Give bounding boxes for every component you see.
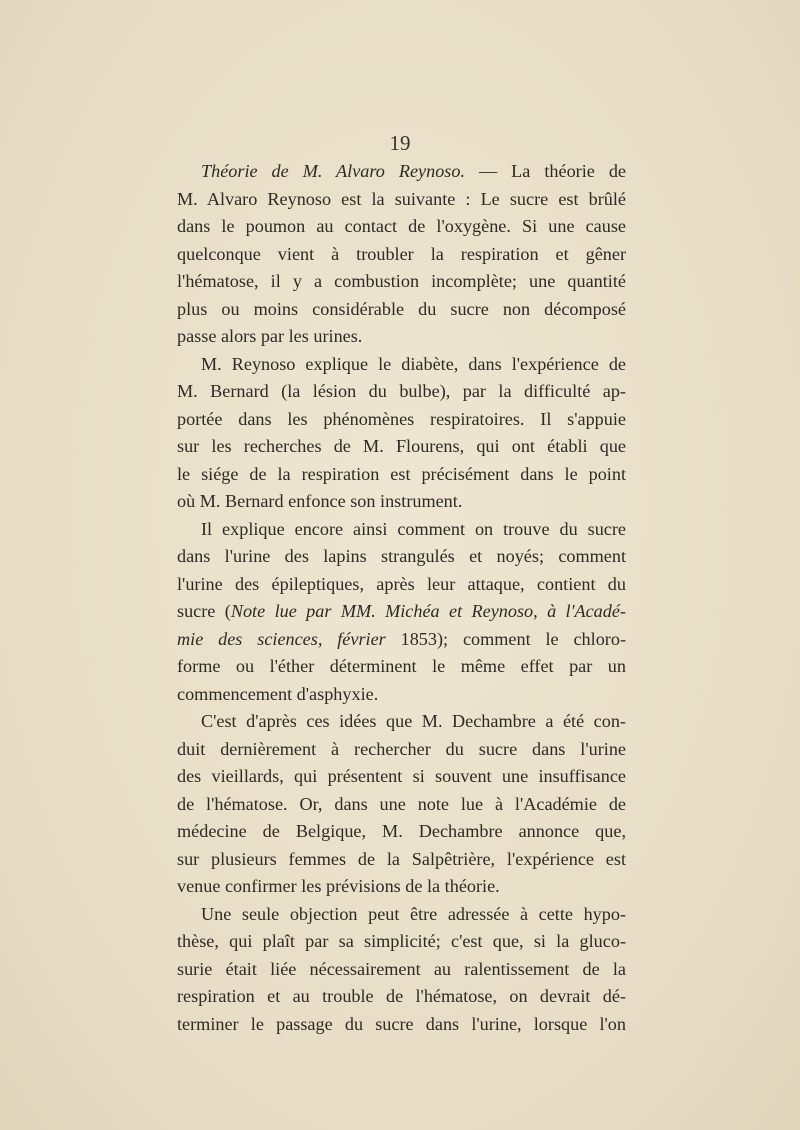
text-segment: le siége de la respiration est précisément dans le point bbox=[177, 463, 626, 484]
text-line bbox=[177, 956, 626, 984]
text-line bbox=[177, 791, 626, 819]
text-segment: plus ou moins considérable du sucre non décomposé bbox=[177, 298, 626, 319]
text-segment: M. Reynoso explique le diabète, dans l'expérience de bbox=[201, 353, 626, 374]
text-line bbox=[177, 351, 626, 379]
text-line bbox=[177, 186, 626, 214]
text-line bbox=[177, 323, 626, 351]
text-line bbox=[177, 516, 626, 544]
text-segment: venue confirmer les prévisions de la théorie. bbox=[177, 876, 500, 896]
text-line bbox=[177, 901, 626, 929]
text-segment: M. Bernard (la lésion du bulbe), par la difficulté ap- bbox=[177, 381, 626, 401]
text-line bbox=[177, 708, 626, 736]
text-segment: l'hématose, il y a combustion incomplète; une quantité bbox=[177, 271, 626, 291]
italic-text: Théorie de M. Alvaro Reynoso. bbox=[201, 161, 466, 181]
text-segment: sur les recherches de M. Flourens, qui ont établi que bbox=[177, 436, 626, 456]
text-line bbox=[177, 983, 626, 1011]
text-line bbox=[177, 433, 626, 461]
text-segment: C'est d'après ces idées que M. Dechambre a été con- bbox=[201, 711, 626, 731]
text-segment: dans le poumon au contact de l'oxygène. Si une cause bbox=[177, 216, 626, 236]
text-segment: surie était liée nécessairement au ralentissement de la bbox=[177, 958, 626, 979]
text-line bbox=[177, 1011, 626, 1039]
text-line bbox=[177, 268, 626, 296]
text-line bbox=[177, 241, 626, 269]
body-text bbox=[177, 158, 626, 1038]
text-segment: où M. Bernard enfonce son instrument. bbox=[177, 491, 463, 511]
text-line bbox=[177, 873, 626, 901]
text-segment: thèse, qui plaît par sa simplicité; c'est que, si la gluco- bbox=[177, 931, 626, 951]
italic-text: Note lue par MM. Michéa et Reynoso, à l'Acadé- bbox=[230, 601, 626, 621]
text-segment: M. Alvaro Reynoso est la suivante : Le sucre est brûlé bbox=[177, 188, 626, 209]
text-line bbox=[177, 543, 626, 571]
text-segment: passe alors par les urines. bbox=[177, 326, 363, 346]
text-segment: l'urine des épileptiques, après leur attaque, contient du bbox=[177, 573, 626, 594]
text-segment: de l'hématose. Or, dans une note lue à l'Académie de bbox=[177, 793, 626, 814]
text-segment: sur plusieurs femmes de la Salpêtrière, l'expérience est bbox=[177, 848, 626, 869]
text-line bbox=[177, 846, 626, 874]
text-line bbox=[177, 296, 626, 324]
text-segment: Il explique encore ainsi comment on trouve du sucre bbox=[201, 518, 626, 539]
text-line bbox=[177, 488, 626, 516]
text-line bbox=[177, 681, 626, 709]
text-line bbox=[177, 378, 626, 406]
text-segment: portée dans les phénomènes respiratoires. Il s'appuie bbox=[177, 408, 626, 429]
text-segment: sucre ( bbox=[177, 601, 231, 621]
text-line bbox=[177, 213, 626, 241]
text-segment: quelconque vient à troubler la respiration et gêner bbox=[177, 243, 626, 264]
text-line bbox=[177, 598, 626, 626]
page-number: 19 bbox=[389, 131, 411, 155]
text-line bbox=[177, 461, 626, 489]
text-segment: terminer le passage du sucre dans l'urine, lorsque l'on bbox=[177, 1013, 626, 1034]
italic-text: mie des sciences, février bbox=[177, 628, 386, 649]
text-line bbox=[177, 763, 626, 791]
text-segment: forme ou l'éther déterminent le même effet par un bbox=[177, 656, 626, 676]
text-segment: des vieillards, qui présentent si souvent une insuffisance bbox=[177, 766, 626, 786]
text-segment: Une seule objection peut être adressée à cette hypo- bbox=[201, 903, 626, 924]
text-line bbox=[177, 406, 626, 434]
text-segment: commencement d'asphyxie. bbox=[177, 683, 379, 704]
text-line bbox=[177, 571, 626, 599]
text-segment: dans l'urine des lapins strangulés et noyés; comment bbox=[177, 546, 626, 566]
text-line bbox=[177, 928, 626, 956]
text-segment: respiration et au trouble de l'hématose, on devrait dé- bbox=[177, 986, 626, 1006]
text-segment: — La théorie de bbox=[465, 161, 626, 181]
text-segment: 1853); comment le chloro- bbox=[385, 628, 626, 649]
text-segment: médecine de Belgique, M. Dechambre annonce que, bbox=[177, 821, 626, 841]
text-line bbox=[177, 626, 626, 654]
text-line bbox=[177, 818, 626, 846]
text-line bbox=[177, 653, 626, 681]
text-segment: duit dernièrement à rechercher du sucre dans l'urine bbox=[177, 738, 626, 759]
text-line bbox=[177, 736, 626, 764]
text-line bbox=[177, 158, 626, 186]
